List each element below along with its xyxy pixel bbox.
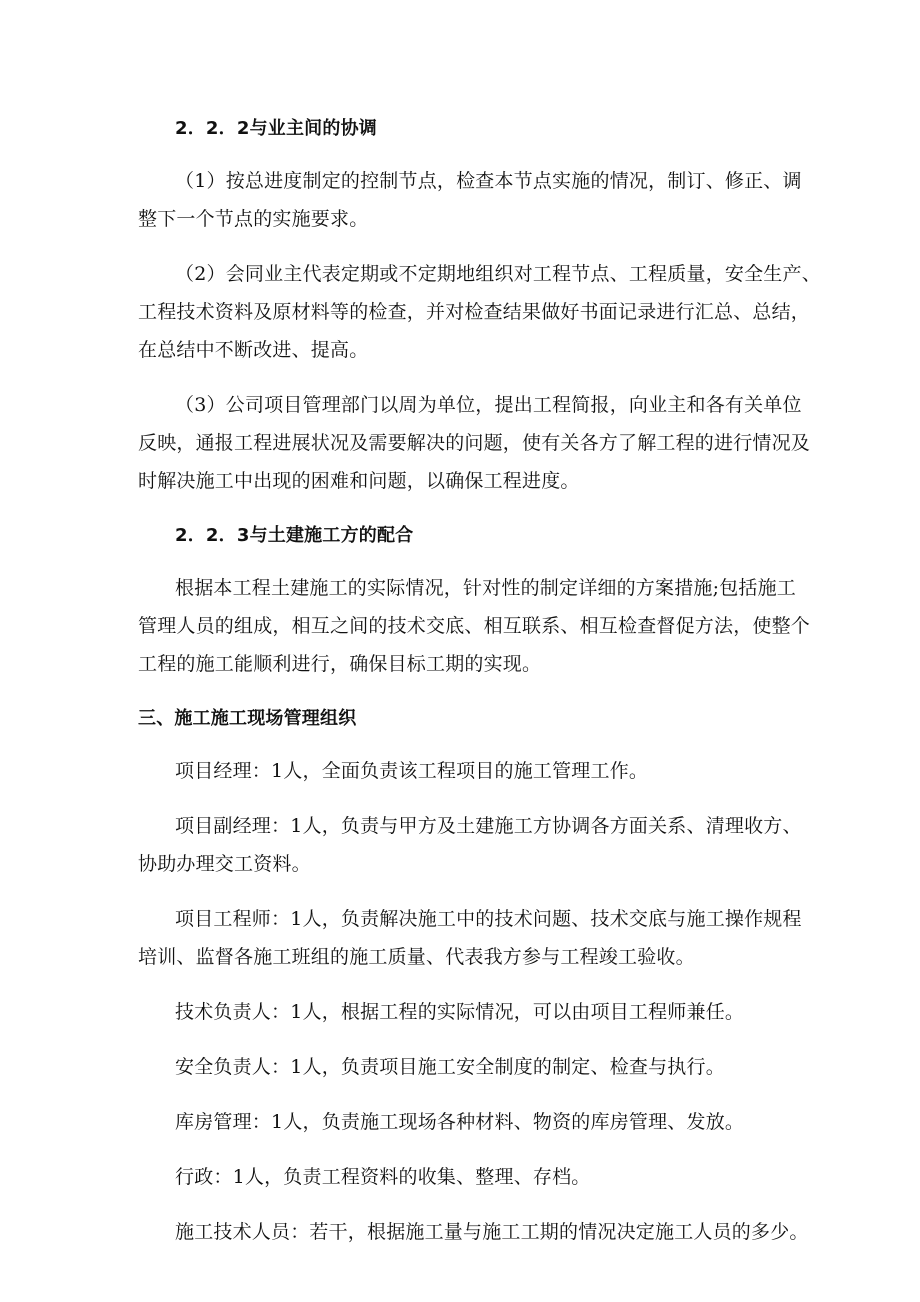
- role-construction-technicians: [138, 1213, 809, 1251]
- paragraph-2-2-2-1: [138, 162, 802, 238]
- role-safety-lead: [138, 1048, 788, 1086]
- paragraph-2-2-3-1: [138, 569, 811, 683]
- role-warehouse-manager: [138, 1103, 788, 1141]
- text-line: 安全负责人：1人，负责项目施工安全制度的制定、检查与执行。: [175, 1056, 725, 1078]
- text-line: （1）按总进度制定的控制节点，检查本节点实施的情况，制订、修正、调: [175, 170, 802, 192]
- text-line: 时解决施工中出现的困难和问题，以确保工程进度。: [138, 470, 580, 492]
- role-deputy-manager: [138, 807, 802, 883]
- text-line: 库房管理：1人，负责施工现场各种材料、物资的库房管理、发放。: [175, 1111, 745, 1133]
- role-project-manager: [138, 752, 788, 790]
- text-line: （3）公司项目管理部门以周为单位，提出工程简报，向业主和各有关单位: [175, 394, 802, 416]
- text-line: 根据本工程土建施工的实际情况，针对性的制定详细的方案措施;包括施工: [175, 577, 797, 599]
- text-line: 项目经理：1人，全面负责该工程项目的施工管理工作。: [175, 760, 649, 782]
- text-line: 项目副经理：1人，负责与甲方及土建施工方协调各方面关系、清理收方、: [175, 815, 802, 837]
- document-content: [138, 110, 821, 1251]
- text-line: 在总结中不断改进、提高。: [138, 339, 369, 361]
- role-project-engineer: [138, 900, 802, 976]
- text-line: 整下一个节点的实施要求。: [138, 208, 369, 230]
- text-line: （2）会同业主代表定期或不定期地组织对工程节点、工程质量，安全生产、: [175, 263, 821, 285]
- heading-section-3: 三、施工施工现场管理组织: [138, 708, 357, 729]
- text-line: 工程技术资料及原材料等的检查，并对检查结果做好书面记录进行汇总、总结，: [138, 301, 811, 323]
- heading-2-2-2: 2．2．2与业主间的协调: [175, 118, 377, 139]
- text-line: 培训、监督各施工班组的施工质量、代表我方参与工程竣工验收。: [138, 946, 695, 968]
- text-line: 项目工程师：1人，负责解决施工中的技术问题、技术交底与施工操作规程: [175, 908, 802, 930]
- role-technical-lead: [138, 993, 788, 1031]
- role-administration: [138, 1158, 788, 1196]
- text-line: 工程的施工能顺利进行，确保目标工期的实现。: [138, 653, 542, 675]
- text-line: 管理人员的组成，相互之间的技术交底、相互联系、相互检查督促方法，使整个: [138, 615, 811, 637]
- heading-2-2-3: 2．2．3与土建施工方的配合: [175, 525, 414, 546]
- text-line: 协助办理交工资料。: [138, 853, 311, 875]
- text-line: 施工技术人员：若干，根据施工量与施工工期的情况决定施工人员的多少。: [175, 1221, 809, 1243]
- paragraph-2-2-2-3: [138, 386, 811, 500]
- text-line: 反映，通报工程进展状况及需要解决的问题，使有关各方了解工程的进行情况及: [138, 432, 811, 454]
- text-line: 技术负责人：1人，根据工程的实际情况，可以由项目工程师兼任。: [175, 1001, 745, 1023]
- paragraph-2-2-2-2: [138, 255, 821, 369]
- text-line: 行政：1人，负责工程资料的收集、整理、存档。: [175, 1166, 591, 1188]
